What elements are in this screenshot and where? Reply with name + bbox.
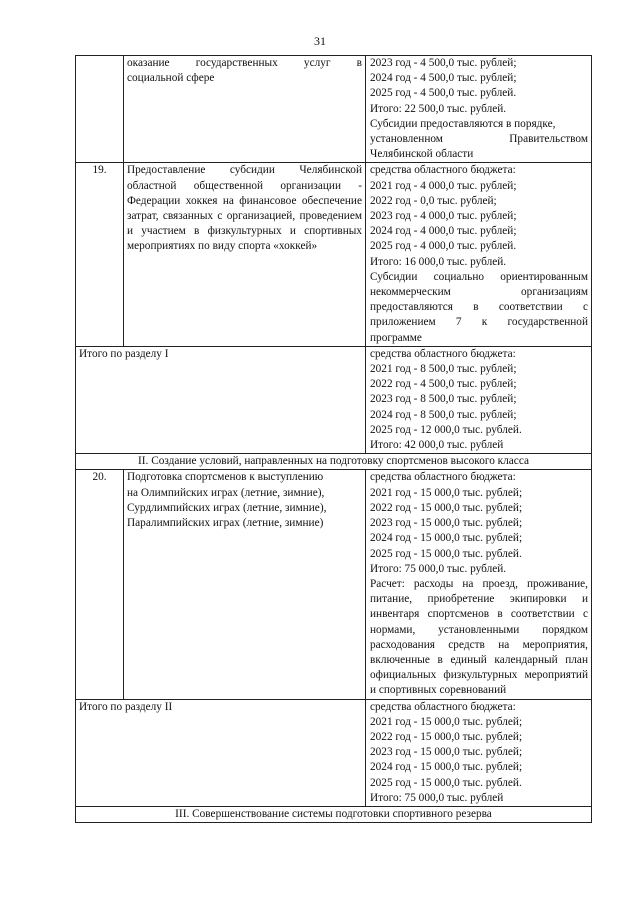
financing-line: 2021 год - 15 000,0 тыс. рублей; bbox=[370, 715, 523, 728]
financing-line: Челябинской области bbox=[370, 148, 474, 161]
financing-line: 2024 год - 4 000,0 тыс. рублей; bbox=[370, 225, 517, 238]
financing-cell bbox=[366, 346, 592, 453]
financing-line: 2022 год - 15 000,0 тыс. рублей; bbox=[370, 730, 523, 743]
table-row bbox=[76, 346, 592, 453]
financing-line: 2023 год - 4 500,0 тыс. рублей; bbox=[370, 57, 517, 69]
row-number-cell: 20. bbox=[76, 470, 124, 699]
description-line: оказание государственных услуг в bbox=[127, 57, 362, 69]
financing-line: 2023 год - 15 000,0 тыс. рублей; bbox=[370, 517, 523, 530]
financing-line: 2024 год - 15 000,0 тыс. рублей; bbox=[370, 761, 523, 774]
row-number-cell: 19. bbox=[76, 163, 124, 346]
table-row bbox=[76, 163, 592, 346]
activity-description-cell bbox=[124, 470, 366, 699]
table-row bbox=[76, 806, 592, 822]
activity-description-cell bbox=[124, 56, 366, 163]
financing-note: Расчет: расходы на проезд, проживание, питание, приобретение экипировки и инвентаря спортсменов в соответствии с нормами, установленными порядком расходования средств на мероприятия, включенные в единый календарный план официальных физкультурных мероприятий и спортивных соревнований bbox=[370, 577, 588, 697]
financing-cell bbox=[366, 699, 592, 806]
financing-line: Итого: 75 000,0 тыс. рублей bbox=[370, 791, 504, 804]
financing-line: 2025 год - 15 000,0 тыс. рублей. bbox=[370, 547, 522, 560]
financing-line: 2022 год - 15 000,0 тыс. рублей; bbox=[370, 501, 523, 514]
description-line: социальной сфере bbox=[127, 72, 215, 85]
table-row bbox=[76, 470, 592, 699]
financing-note: Субсидии социально ориентированным некоммерческим организациям предоставляются в соответствии с приложением 7 к государственной программе bbox=[370, 270, 588, 344]
financing-line: средства областного бюджета: bbox=[370, 700, 516, 713]
description-line: на Олимпийских играх (летние, зимние), bbox=[127, 486, 325, 499]
financing-line: Итого: 16 000,0 тыс. рублей. bbox=[370, 255, 507, 268]
financing-line: 2024 год - 15 000,0 тыс. рублей; bbox=[370, 532, 523, 545]
financing-line: 2022 год - 4 500,0 тыс. рублей; bbox=[370, 378, 517, 391]
financing-line: 2025 год - 4 500,0 тыс. рублей. bbox=[370, 87, 517, 100]
financing-line: средства областного бюджета: bbox=[370, 164, 516, 177]
financing-line: 2021 год - 15 000,0 тыс. рублей; bbox=[370, 486, 523, 499]
section-total-label: Итого по разделу I bbox=[76, 346, 366, 453]
table-row bbox=[76, 454, 592, 470]
financing-line: Итого: 22 500,0 тыс. рублей. bbox=[370, 102, 507, 115]
section-heading: II. Создание условий, направленных на подготовку спортсменов высокого класса bbox=[76, 454, 592, 470]
program-activities-table bbox=[75, 55, 592, 823]
financing-line: Итого: 42 000,0 тыс. рублей bbox=[370, 439, 504, 452]
financing-line: 2024 год - 4 500,0 тыс. рублей; bbox=[370, 72, 517, 85]
financing-line: 2024 год - 8 500,0 тыс. рублей; bbox=[370, 408, 517, 421]
financing-cell bbox=[366, 163, 592, 346]
financing-line: 2022 год - 0,0 тыс. рублей; bbox=[370, 194, 497, 207]
table-row bbox=[76, 56, 592, 163]
financing-line: 2025 год - 4 000,0 тыс. рублей. bbox=[370, 240, 517, 253]
financing-line: средства областного бюджета: bbox=[370, 347, 516, 360]
financing-line: Субсидии предоставляются в порядке, bbox=[370, 117, 556, 130]
financing-line: средства областного бюджета: bbox=[370, 471, 516, 484]
financing-line: 2025 год - 15 000,0 тыс. рублей. bbox=[370, 776, 522, 789]
financing-line: 2021 год - 8 500,0 тыс. рублей; bbox=[370, 363, 517, 376]
financing-line: 2021 год - 4 000,0 тыс. рублей; bbox=[370, 179, 517, 192]
financing-line: 2023 год - 4 000,0 тыс. рублей; bbox=[370, 210, 517, 223]
financing-cell bbox=[366, 470, 592, 699]
page-number: 31 bbox=[314, 34, 326, 48]
description-line: Подготовка спортсменов к выступлению bbox=[127, 471, 324, 484]
financing-line: 2023 год - 15 000,0 тыс. рублей; bbox=[370, 746, 523, 759]
row-number-cell bbox=[76, 56, 124, 163]
financing-cell bbox=[366, 56, 592, 163]
section-heading: III. Совершенствование системы подготовки спортивного резерва bbox=[76, 806, 592, 822]
table-row bbox=[76, 699, 592, 806]
description-line: Сурдлимпийских играх (летние, зимние), bbox=[127, 501, 327, 514]
financing-line: 2025 год - 12 000,0 тыс. рублей. bbox=[370, 423, 522, 436]
activity-description-cell: Предоставление субсидии Челябинской областной общественной организации - Федерации хоккея на финансовое обеспечение затрат, связанных с организацией, проведением и участием в физкультурных и спортивных мероприятиях по виду спорта «хоккей» bbox=[124, 163, 366, 346]
description-line: Паралимпийских играх (летние, зимние) bbox=[127, 517, 324, 530]
financing-line: установленном Правительством bbox=[370, 133, 588, 146]
section-total-label: Итого по разделу II bbox=[76, 699, 366, 806]
financing-line: Итого: 75 000,0 тыс. рублей. bbox=[370, 562, 507, 575]
financing-line: 2023 год - 8 500,0 тыс. рублей; bbox=[370, 393, 517, 406]
